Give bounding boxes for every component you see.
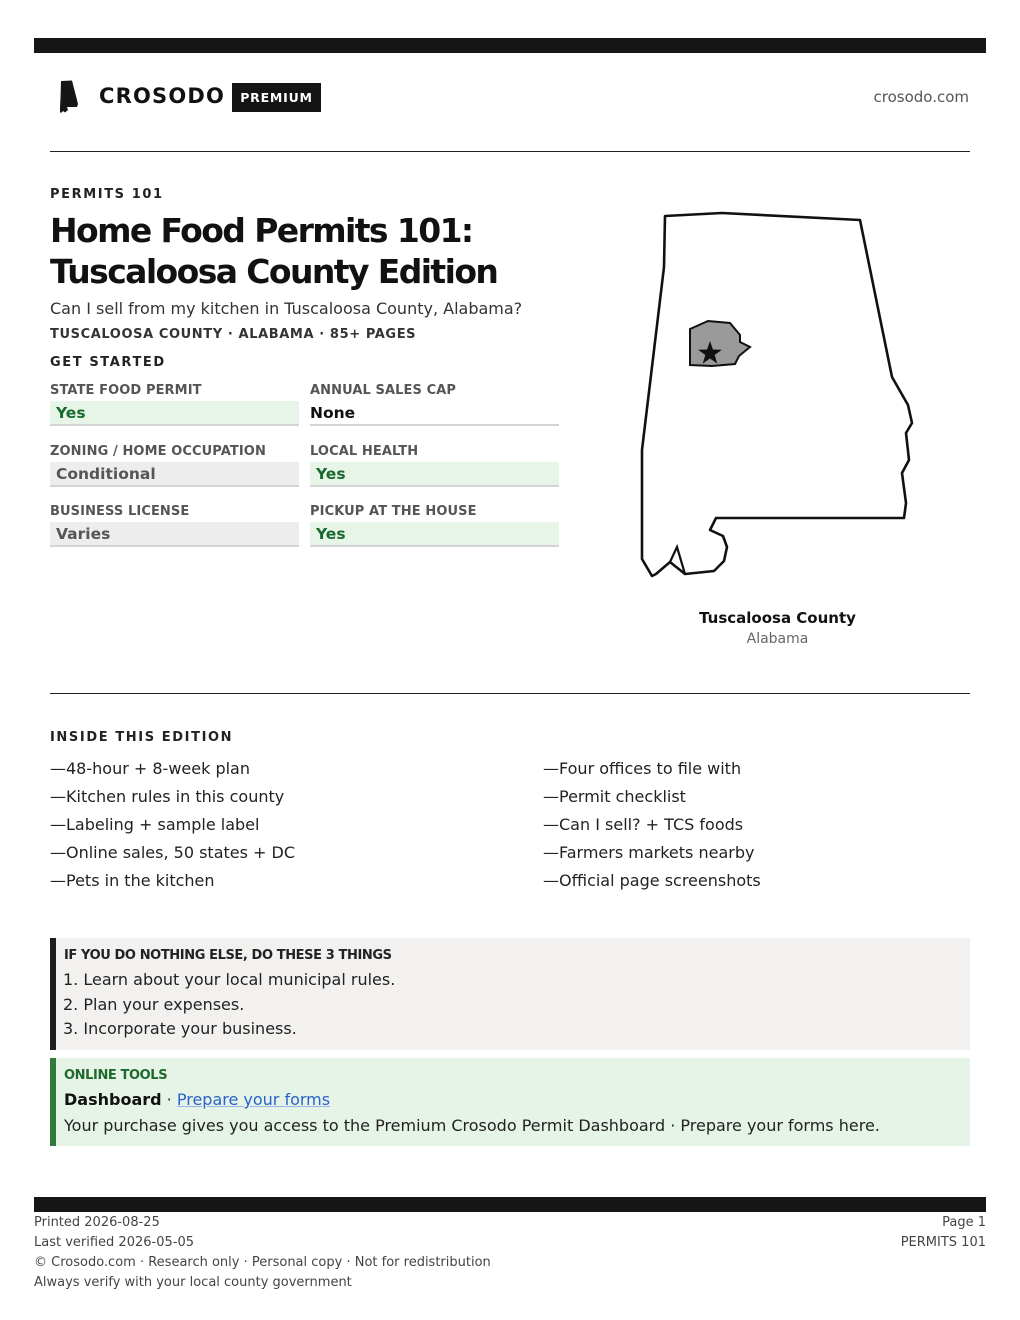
footer-bar xyxy=(34,1197,986,1212)
site-url[interactable]: crosodo.com xyxy=(873,88,969,106)
fact-annual-sales-cap xyxy=(310,382,559,426)
fact-state-food-permit xyxy=(50,382,299,426)
fact-zoning-home-occupation xyxy=(50,443,299,487)
eyebrow-label: PERMITS 101 xyxy=(50,187,164,202)
online-tools-callout xyxy=(50,1058,970,1146)
alabama-outline xyxy=(642,213,912,576)
fact-value: None xyxy=(310,401,559,426)
edition-meta: TUSCALOOSA COUNTY · ALABAMA · 85+ PAGES xyxy=(50,327,417,342)
dashboard-label: Dashboard xyxy=(64,1090,162,1109)
list-item: —Kitchen rules in this county xyxy=(50,787,285,806)
fact-label: PICKUP AT THE HOUSE xyxy=(310,504,477,519)
inside-list-left xyxy=(50,757,295,897)
list-item: —48-hour + 8-week plan xyxy=(50,759,250,778)
title-line-2: Tuscaloosa County Edition xyxy=(50,252,498,291)
verified-date: Last verified 2026-05-05 xyxy=(34,1235,194,1250)
dashboard-line xyxy=(64,1090,330,1109)
prepare-forms-link[interactable]: Prepare your forms xyxy=(176,1090,331,1109)
list-item: —Pets in the kitchen xyxy=(50,871,215,890)
list-item: —Official page screenshots xyxy=(543,871,761,890)
fact-label: BUSINESS LICENSE xyxy=(50,504,190,519)
premium-badge: PREMIUM xyxy=(232,83,321,112)
fact-value: Yes xyxy=(50,401,299,426)
page-number: Page 1 xyxy=(942,1215,986,1230)
fact-value: Yes xyxy=(310,462,559,487)
map-caption-state: Alabama xyxy=(746,631,809,647)
list-item: —Can I sell? + TCS foods xyxy=(543,815,744,834)
footer-left xyxy=(34,1213,491,1293)
footer-right xyxy=(901,1213,986,1253)
list-item: —Four offices to file with xyxy=(543,759,742,778)
list-item: —Online sales, 50 states + DC xyxy=(50,843,296,862)
top-bar xyxy=(34,38,986,53)
list-item: —Farmers markets nearby xyxy=(543,843,755,862)
footer-section: PERMITS 101 xyxy=(900,1235,986,1250)
brand-name: CROSODO xyxy=(99,84,226,108)
callout-heading: IF YOU DO NOTHING ELSE, DO THESE 3 THINGS xyxy=(64,948,392,963)
separator: · xyxy=(161,1090,177,1109)
fact-value: Conditional xyxy=(50,462,299,487)
page-title xyxy=(50,210,610,292)
fact-pickup-at-house xyxy=(310,503,559,547)
dashboard-description: Your purchase gives you access to the Premium Crosodo Permit Dashboard · Prepare your forms here. xyxy=(64,1116,880,1135)
fact-label: ZONING / HOME OCCUPATION xyxy=(50,444,266,459)
fact-value: Yes xyxy=(310,522,559,547)
fact-business-license xyxy=(50,503,299,547)
map-caption-county: Tuscaloosa County xyxy=(699,609,856,627)
three-things-callout xyxy=(50,938,970,1050)
title-line-1: Home Food Permits 101: xyxy=(50,211,473,250)
list-item: 2. Plan your expenses. xyxy=(63,994,245,1014)
list-item: —Permit checklist xyxy=(543,787,686,806)
verify-note: Always verify with your local county government xyxy=(34,1275,352,1290)
list-item: 3. Incorporate your business. xyxy=(63,1019,297,1038)
list-item: —Labeling + sample label xyxy=(50,815,260,834)
list-item: 1. Learn about your local municipal rules. xyxy=(63,970,396,989)
fact-label: ANNUAL SALES CAP xyxy=(310,383,457,398)
alabama-county-map xyxy=(630,205,930,590)
fact-value: Varies xyxy=(50,522,299,547)
header-divider xyxy=(50,151,970,152)
three-things-list xyxy=(63,968,395,1042)
copyright: © Crosodo.com · Research only · Personal copy · Not for redistribution xyxy=(34,1255,491,1270)
alabama-state-silhouette-icon xyxy=(58,80,82,114)
section-divider xyxy=(50,693,970,694)
callout-heading: ONLINE TOOLS xyxy=(64,1068,168,1083)
get-started-heading: GET STARTED xyxy=(50,355,166,370)
inside-list-right xyxy=(543,757,761,897)
fact-label: LOCAL HEALTH xyxy=(310,444,419,459)
fact-label: STATE FOOD PERMIT xyxy=(50,383,202,398)
inside-edition-heading: INSIDE THIS EDITION xyxy=(50,730,234,745)
fact-local-health xyxy=(310,443,559,487)
subtitle: Can I sell from my kitchen in Tuscaloosa County, Alabama? xyxy=(50,299,523,318)
printed-date: Printed 2026-08-25 xyxy=(34,1215,160,1230)
